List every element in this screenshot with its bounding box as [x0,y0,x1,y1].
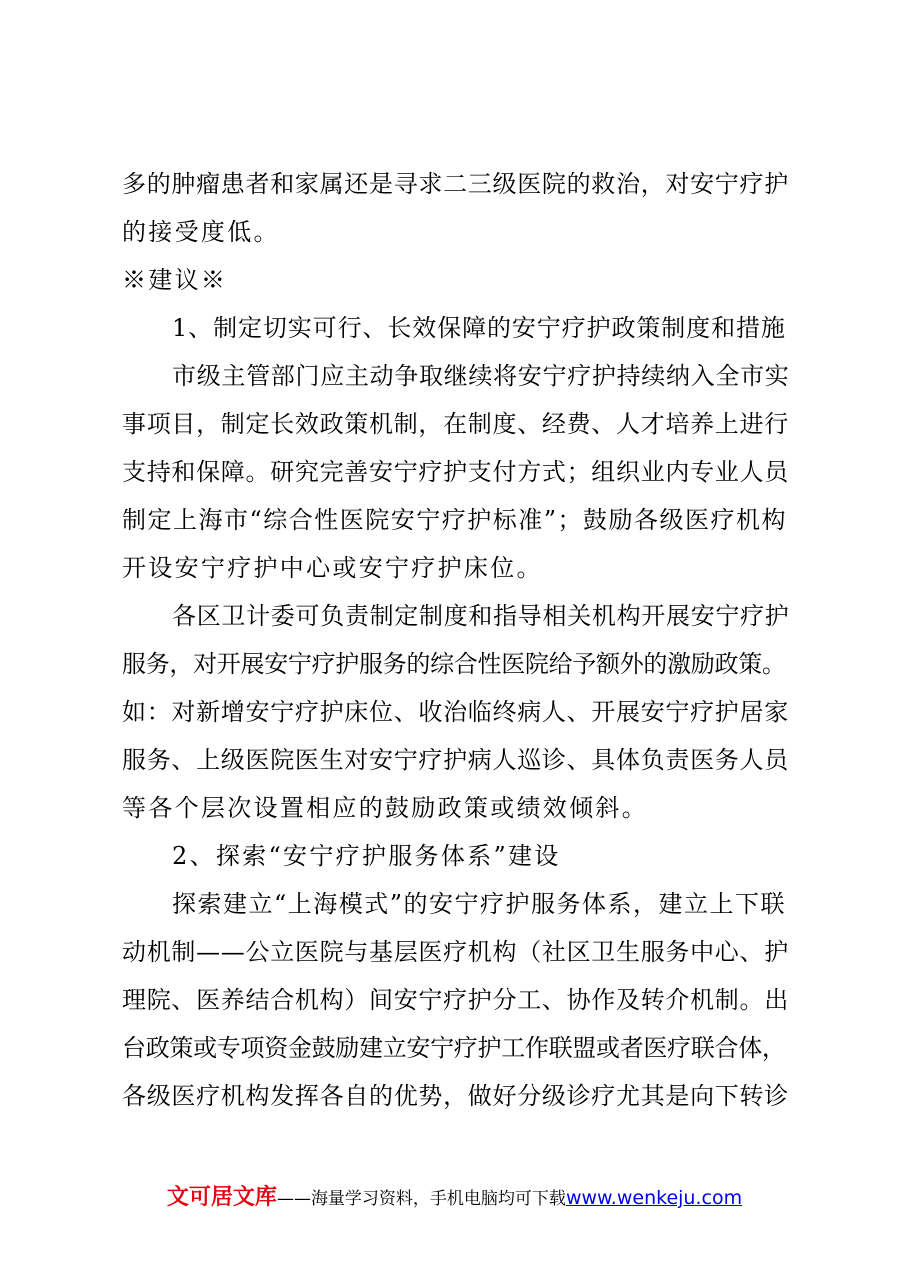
paragraph-start: 探索建立“上海模式”的安宁疗护服务体系，建立上下联 [172,890,787,918]
text-line: 服务、上级医院医生对安宁疗护病人巡诊、具体负责医务人员 [122,746,789,774]
text-line: 的接受度低。 [122,218,280,246]
text-line: 支持和保障。研究完善安宁疗护支付方式；组织业内专业人员 [122,458,789,486]
document-body [122,160,790,1120]
subheading-service-system: 2、探索“安宁疗护服务体系”建设 [172,842,561,870]
text-line: 动机制——公立医院与基层医疗机构（社区卫生服务中心、护 [122,938,789,966]
text-line: 等各个层次设置相应的鼓励政策或绩效倾斜。 [122,794,648,822]
paragraph-start: 市级主管部门应主动争取继续将安宁疗护持续纳入全市实 [172,362,790,390]
text-line: 台政策或专项资金鼓励建立安宁疗护工作联盟或者医疗联合体， [122,1034,786,1062]
text-line: 服务，对开展安宁疗护服务的综合性医院给予额外的激励政策。 [122,650,786,678]
section-heading-suggestions: ※建议※ [122,266,228,294]
footer-banner [0,1180,909,1211]
text-line: 事项目，制定长效政策机制，在制度、经费、人才培养上进行 [122,410,789,438]
text-line: 理院、医养结合机构）间安宁疗护分工、协作及转介机制。出 [122,986,789,1014]
footer-brand: 文可居文库 [166,1185,277,1210]
text-line: 多的肿瘤患者和家属还是寻求二三级医院的救治，对安宁疗护 [122,170,789,198]
text-line: 如：对新增安宁疗护床位、收治临终病人、开展安宁疗护居家 [122,698,789,726]
subheading-policy: 1、制定切实可行、长效保障的安宁疗护政策制度和措施 [172,314,786,342]
footer-tagline: ——海量学习资料，手机电脑均可下载 [276,1189,566,1209]
footer-website-link[interactable]: www.wenkeju.com [565,1187,743,1209]
text-line: 各级医疗机构发挥各自的优势，做好分级诊疗尤其是向下转诊 [122,1082,789,1110]
text-line: 制定上海市“综合性医院安宁疗护标准”；鼓励各级医疗机构 [122,506,788,534]
paragraph-start: 各区卫计委可负责制定制度和指导相关机构开展安宁疗护 [172,602,790,630]
text-line: 开设安宁疗护中心或安宁疗护床位。 [122,554,543,582]
